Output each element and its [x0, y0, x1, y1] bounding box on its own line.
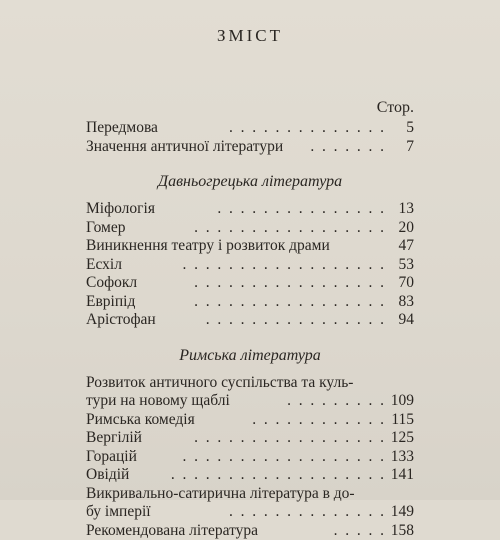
toc-entry-page: 94	[388, 311, 414, 330]
toc-entry-page: 13	[388, 200, 414, 219]
toc-entry-page: 5	[388, 119, 414, 138]
toc-entry	[86, 411, 414, 430]
toc-entry-page: 7	[388, 138, 414, 157]
toc-entry-label-line2: тури на новому щаблі	[86, 392, 230, 411]
toc-entry-label: Виникнення театру і розвиток драми	[86, 237, 330, 256]
toc-entry-page: 158	[388, 522, 414, 540]
leader-dots: . . . . . . . . . . . . . . . . .	[126, 219, 389, 238]
toc-entry-multiline	[86, 485, 414, 522]
toc-entry-label: Арістофан	[86, 311, 156, 330]
leader-dots: . . . . . . . . . . . . . . . . .	[142, 429, 388, 448]
toc-entry-label: Рекомендована література	[86, 522, 258, 540]
toc-entry	[86, 522, 414, 540]
section-heading-roman: Римська література	[86, 347, 414, 365]
toc-entry-label-line1: Викривально-сатирична література в до-	[86, 485, 414, 504]
toc-entry	[86, 256, 414, 275]
toc-entry-page: 141	[388, 466, 414, 485]
toc-entry-page: 125	[388, 429, 414, 448]
toc-entry-page: 109	[388, 392, 414, 411]
toc-entry-label: Гомер	[86, 219, 126, 238]
toc-entry-multiline	[86, 374, 414, 411]
leader-dots: . . . . . . . . .	[230, 392, 388, 411]
leader-dots: . . . . . . . . . . . . . . . . .	[135, 293, 388, 312]
toc-entry-label-line2: бу імперії	[86, 503, 151, 522]
page-title: ЗМІСТ	[0, 26, 500, 46]
toc-entry-label: Значення античної літератури	[86, 138, 283, 157]
section-heading-greek: Давньогрецька література	[86, 173, 414, 191]
toc-entry	[86, 274, 414, 293]
toc-entry	[86, 466, 414, 485]
toc-entry-label-line1: Розвиток античного суспільства та куль-	[86, 374, 414, 393]
toc-entry	[86, 219, 414, 238]
leader-dots: . . . . . . . . . . . . . .	[151, 503, 388, 522]
leader-dots: . . . . . . .	[283, 138, 388, 157]
toc-entry-label: Вергілій	[86, 429, 142, 448]
toc-entry-page: 133	[388, 448, 414, 467]
leader-dots: . . . . . . . . . . . . . . .	[155, 200, 388, 219]
toc-entry-page: 115	[388, 411, 414, 430]
table-of-contents	[86, 99, 414, 540]
toc-entry-page: 53	[388, 256, 414, 275]
toc-entry-label: Передмова	[86, 119, 158, 138]
leader-dots: . . . . . . . . . . . . . . . .	[156, 311, 388, 330]
toc-entry-label: Горацій	[86, 448, 137, 467]
toc-entry	[86, 448, 414, 467]
toc-entry-page: 83	[388, 293, 414, 312]
leader-dots: . . . . . . . . . . . . . .	[158, 119, 388, 138]
toc-entry-page: 47	[388, 237, 414, 256]
page-column-header: Стор.	[86, 99, 414, 119]
toc-entry-page: 20	[388, 219, 414, 238]
toc-entry	[86, 138, 414, 157]
leader-dots: . . . . . . . . . . . . . . . . .	[137, 274, 388, 293]
toc-entry-label: Софокл	[86, 274, 137, 293]
toc-entry	[86, 200, 414, 219]
toc-entry	[86, 119, 414, 138]
toc-entry-label: Есхіл	[86, 256, 122, 275]
toc-entry	[86, 311, 414, 330]
leader-dots: . . . . . . . . . . . . . . . . . .	[122, 256, 388, 275]
leader-dots: . . . . . . . . . . . .	[195, 411, 388, 430]
toc-entry	[86, 293, 414, 312]
toc-entry-label: Римська комедія	[86, 411, 195, 430]
toc-entry-label: Овідій	[86, 466, 129, 485]
toc-entry	[86, 237, 414, 256]
toc-entry-label: Міфологія	[86, 200, 155, 219]
toc-entry-label: Евріпід	[86, 293, 135, 312]
leader-dots: . . . . . . . . . . . . . . . . . .	[137, 448, 388, 467]
toc-entry-page: 70	[388, 274, 414, 293]
toc-entry	[86, 429, 414, 448]
toc-entry-page: 149	[388, 503, 414, 522]
leader-dots: . . . . .	[258, 522, 388, 540]
leader-dots: . . . . . . . . . . . . . . . . . . .	[129, 466, 388, 485]
